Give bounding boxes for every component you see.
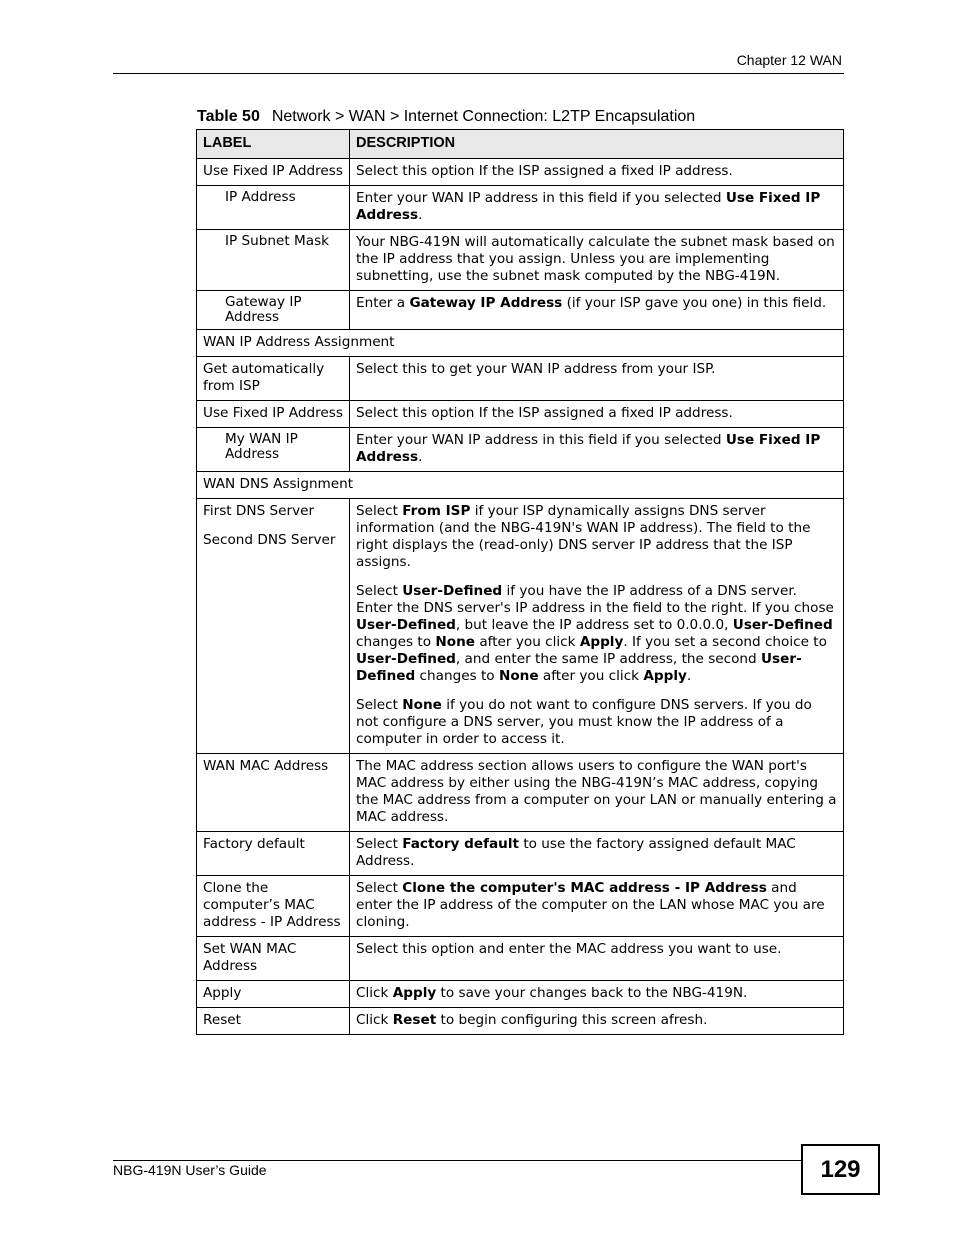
ui-term: None (435, 634, 476, 650)
row-description (350, 499, 844, 754)
description-text: Your NBG-419N will automatically calculate the subnet mask based on the IP address that you assign. Unless you are implementing subnetting, use the subnet mask computed by the NBG-419N. (356, 234, 835, 284)
description-text: Click (356, 1012, 393, 1028)
description-text: to begin configuring this screen afresh. (436, 1012, 708, 1028)
ui-term: User-Defined (356, 617, 456, 633)
table-number: Table 50 (197, 108, 260, 125)
description-text: changes to (356, 634, 436, 650)
description-text: Select this option If the ISP assigned a fixed IP address. (356, 405, 733, 421)
row-label: Use Fixed IP Address (197, 401, 350, 428)
label-column-header: LABEL (197, 130, 350, 159)
description-paragraph (356, 295, 837, 312)
row-label: Reset (197, 1008, 350, 1035)
row-description (350, 876, 844, 937)
description-paragraph (356, 190, 837, 224)
table-row (197, 357, 844, 401)
description-paragraph (356, 697, 837, 748)
table-row (197, 499, 844, 754)
description-paragraph (356, 880, 837, 931)
row-description (350, 1008, 844, 1035)
description-text: Click (356, 985, 393, 1001)
ui-term: None (498, 668, 539, 684)
table-row (197, 1008, 844, 1035)
row-description (350, 291, 844, 330)
description-text: to save your changes back to the NBG-419N. (436, 985, 748, 1001)
description-text: . (686, 668, 692, 684)
row-description (350, 754, 844, 832)
description-text: . (418, 207, 423, 223)
table-row (197, 230, 844, 291)
table-row (197, 754, 844, 832)
row-label-line: First DNS Server (203, 503, 315, 519)
description-text: Select this option If the ISP assigned a fixed IP address. (356, 163, 733, 179)
row-label-line: Second DNS Server (203, 532, 336, 548)
description-text: Enter a (356, 295, 410, 311)
description-text: . (418, 449, 423, 465)
table-header-row (197, 130, 844, 159)
table-title: Network > WAN > Internet Connection: L2TP Encapsulation (271, 108, 696, 125)
description-paragraph (356, 361, 837, 378)
ui-term: User-Defined (402, 583, 503, 599)
description-text: , and enter the same IP address, the second (455, 651, 762, 667)
guide-title: NBG-419N User’s Guide (113, 1162, 267, 1178)
description-text: . If you set a second choice to (623, 634, 827, 650)
ui-term: Use Fixed IP Address (356, 432, 821, 465)
description-text: Select (356, 697, 403, 713)
description-paragraph (356, 503, 837, 571)
description-text: Enter your WAN IP address in this field if you selected (356, 432, 726, 448)
description-text: Select this to get your WAN IP address from your ISP. (356, 361, 716, 377)
description-column-header: DESCRIPTION (350, 130, 844, 159)
description-paragraph (356, 985, 837, 1002)
page-number-box (801, 1144, 880, 1195)
ui-term: Clone the computer's MAC address - IP Address (402, 880, 767, 896)
table-section-row (197, 472, 844, 499)
table-row (197, 428, 844, 472)
row-description (350, 159, 844, 186)
row-label: WAN MAC Address (197, 754, 350, 832)
row-description (350, 832, 844, 876)
row-label (197, 499, 350, 754)
table-row (197, 876, 844, 937)
description-paragraph (356, 836, 837, 870)
row-label: Gateway IP Address (197, 291, 350, 330)
description-paragraph (356, 941, 837, 958)
row-description (350, 230, 844, 291)
description-text: Select (356, 880, 403, 896)
description-text: after you click (475, 634, 580, 650)
description-text: Enter your WAN IP address in this field if you selected (356, 190, 726, 206)
description-text: if you do not want to configure DNS servers. If you do not configure a DNS server, you must know the IP address of a computer in order to access it. (356, 697, 812, 747)
row-label: Factory default (197, 832, 350, 876)
ui-term: Apply (392, 985, 437, 1001)
ui-term: User-Defined (356, 651, 802, 684)
row-description (350, 981, 844, 1008)
row-label: Use Fixed IP Address (197, 159, 350, 186)
ui-term: Gateway IP Address (409, 295, 563, 311)
ui-term: None (402, 697, 442, 713)
description-paragraph (356, 758, 837, 826)
row-description (350, 937, 844, 981)
description-text: changes to (415, 668, 499, 684)
table-row (197, 401, 844, 428)
description-text: after you click (538, 668, 644, 684)
table-row (197, 832, 844, 876)
description-text: if your ISP dynamically assigns DNS server information (and the NBG-419N's WAN IP address). The field to the right displays the (read-only) DNS server IP address that the ISP assigns. (356, 503, 811, 570)
ui-term: Factory default (402, 836, 519, 852)
row-label: My WAN IP Address (197, 428, 350, 472)
description-text: The MAC address section allows users to configure the WAN port's MAC address by either using the NBG-419N’s MAC address, copying the MAC address from a computer on your LAN or manually entering a MAC address. (356, 758, 837, 825)
description-paragraph (356, 1012, 837, 1029)
row-label: IP Subnet Mask (197, 230, 350, 291)
table-row (197, 159, 844, 186)
row-label: IP Address (197, 186, 350, 230)
page-number: 129 (820, 1155, 861, 1183)
table-row (197, 937, 844, 981)
description-paragraph (356, 405, 837, 422)
description-text: to use the factory assigned default MAC Address. (356, 836, 796, 869)
footer-divider (113, 1160, 801, 1161)
header-divider (113, 73, 844, 74)
row-description (350, 357, 844, 401)
description-text: Select (356, 836, 403, 852)
ui-term: User-Defined (732, 617, 833, 633)
description-text: and enter the IP address of the computer on the LAN whose MAC you are cloning. (356, 880, 825, 930)
description-paragraph (356, 583, 837, 685)
ui-term: Apply (643, 668, 687, 684)
ui-term: From ISP (402, 503, 471, 519)
table-row (197, 186, 844, 230)
ui-term: Reset (392, 1012, 437, 1028)
description-paragraph (356, 432, 837, 466)
description-text: Select (356, 503, 403, 519)
description-text: Select this option and enter the MAC address you want to use. (356, 941, 782, 957)
table-caption (197, 108, 695, 126)
row-description (350, 428, 844, 472)
ui-term: Use Fixed IP Address (356, 190, 821, 223)
description-paragraph (356, 163, 837, 180)
table-row (197, 981, 844, 1008)
row-label: Clone the computer’s MAC address - IP Address (197, 876, 350, 937)
section-title: WAN DNS Assignment (197, 472, 844, 499)
table-section-row (197, 330, 844, 357)
description-paragraph (356, 234, 837, 285)
description-text: Select (356, 583, 403, 599)
ui-term: User-Defined (356, 651, 456, 667)
section-title: WAN IP Address Assignment (197, 330, 844, 357)
description-text: if you have the IP address of a DNS server. Enter the DNS server's IP address in the field to the right. If you chose (356, 583, 834, 616)
row-label: Get automatically from ISP (197, 357, 350, 401)
settings-table (196, 129, 844, 1035)
table-row (197, 291, 844, 330)
row-label: Apply (197, 981, 350, 1008)
ui-term: Apply (579, 634, 624, 650)
description-text: (if your ISP gave you one) in this field. (562, 295, 827, 311)
chapter-header: Chapter 12 WAN (736, 52, 842, 68)
row-label: Set WAN MAC Address (197, 937, 350, 981)
table-body (197, 159, 844, 1035)
row-description (350, 401, 844, 428)
row-description (350, 186, 844, 230)
description-text: , but leave the IP address set to 0.0.0.0, (455, 617, 733, 633)
